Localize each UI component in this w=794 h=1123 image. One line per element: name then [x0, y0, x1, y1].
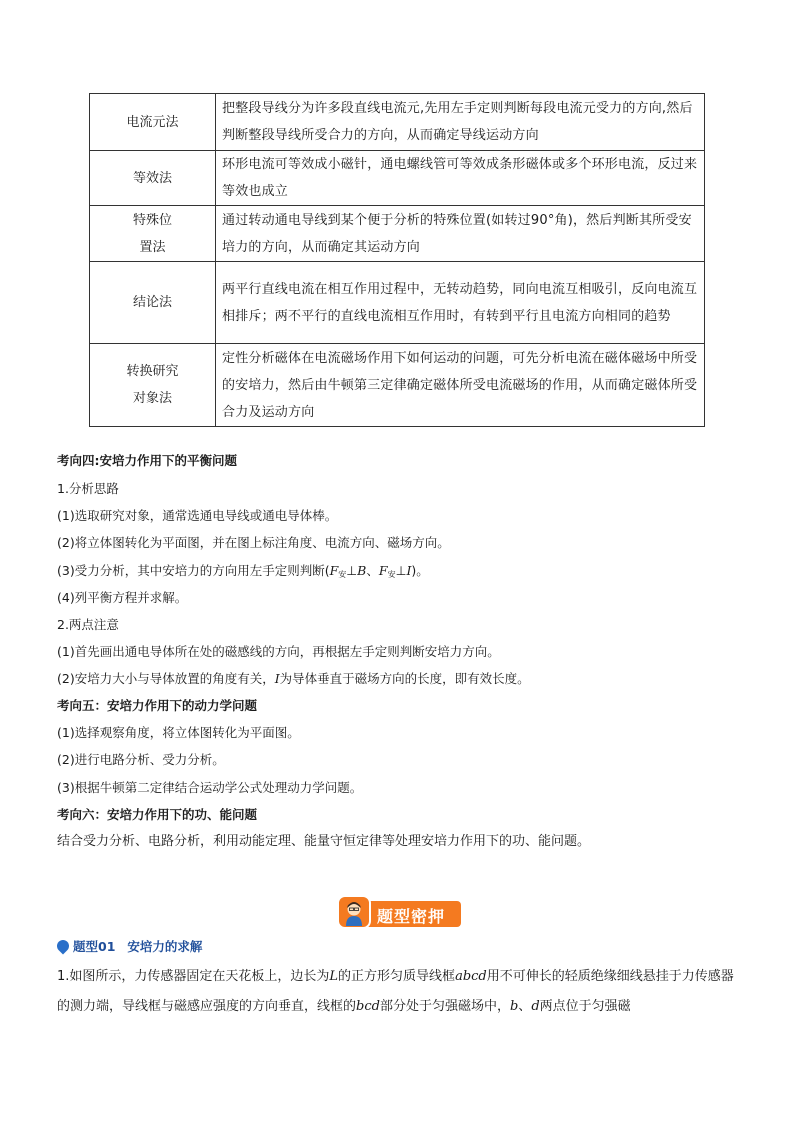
banner-title: 题型密押: [377, 907, 446, 926]
table-row: [90, 262, 705, 344]
table-row: [90, 151, 705, 206]
section4-step-4: (4)列平衡方程并求解。: [57, 590, 188, 605]
method-description: 定性分析磁体在电流磁场作用下如何运动的问题，可先分析电流在磁体磁场中所受的安培力，然后由牛顿第三定律确定磁体所受电流磁场的作用，从而确定磁体所受合力及运动方向: [216, 344, 705, 427]
section4-title: 考向四:安培力作用下的平衡问题: [57, 453, 237, 468]
teacher-icon: [337, 895, 371, 929]
table-row: [90, 206, 705, 262]
methods-table: [89, 93, 705, 427]
section4-step-1: (1)选取研究对象，通常选通电导线或通电导体棒。: [57, 508, 338, 523]
method-name: 结论法: [90, 262, 216, 344]
method-description: 环形电流可等效成小磁针，通电螺线管可等效成条形磁体或多个环形电流，反过来等效也成立: [216, 151, 705, 206]
section5-title: 考向五：安培力作用下的动力学问题: [57, 698, 258, 713]
method-name: 特殊位 置法: [90, 206, 216, 262]
section4-heading-2: 2.两点注意: [57, 617, 119, 632]
table-row: [90, 94, 705, 151]
location-pin-icon: [55, 938, 72, 955]
section-banner: [337, 895, 461, 929]
section4-step-2: (2)将立体图转化为平面图，并在图上标注角度、电流方向、磁场方向。: [57, 535, 450, 550]
method-description: 通过转动通电导线到某个便于分析的特殊位置(如转过90°角)，然后判断其所受安培力的方向，从而确定其运动方向: [216, 206, 705, 262]
section4-note-1: (1)首先画出通电导体所在处的磁感线的方向，再根据左手定则判断安培力方向。: [57, 644, 500, 659]
method-name: 电流元法: [90, 94, 216, 151]
table-row: [90, 344, 705, 427]
section6-title: 考向六：安培力作用下的功、能问题: [57, 807, 258, 822]
question-1: 1.如图所示，力传感器固定在天花板上，边长为L的正方形匀质导线框abcd用不可伸长的轻质绝缘细线悬挂于力传感器的测力端，导线框与磁感应强度的方向垂直，线框的bcd部分处于匀强磁场中，b、d两点位于匀强磁: [57, 969, 734, 1014]
method-description: 两平行直线电流在相互作用过程中，无转动趋势，同向电流互相吸引，反向电流互相排斥；两不平行的直线电流相互作用时，有转到平行且电流方向相同的趋势: [216, 262, 705, 344]
section5-step-2: (2)进行电路分析、受力分析。: [57, 752, 225, 767]
section5-step-3: (3)根据牛顿第二定律结合运动学公式处理动力学问题。: [57, 780, 363, 795]
tixing-title: 安培力的求解: [127, 939, 203, 954]
method-description: 把整段导线分为许多段直线电流元,先用左手定则判断每段电流元受力的方向,然后判断整段导线所受合力的方向，从而确定导线运动方向: [216, 94, 705, 151]
section6-text: 结合受力分析、电路分析，利用动能定理、能量守恒定律等处理安培力作用下的功、能问题。: [57, 834, 591, 849]
tixing-label: 题型01: [73, 939, 116, 954]
method-name: 转换研究 对象法: [90, 344, 216, 427]
tixing-heading: [57, 937, 202, 955]
method-name: 等效法: [90, 151, 216, 206]
section4-step-3: (3)受力分析，其中安培力的方向用左手定则判断($F_安\perp B$、$F_安\perp I$)。: [57, 563, 429, 579]
section5-step-1: (1)选择观察角度，将立体图转化为平面图。: [57, 725, 300, 740]
section4-note-2: (2)安培力大小与导体放置的角度有关，I为导体垂直于磁场方向的长度，即有效长度。: [57, 671, 530, 686]
section4-heading-1: 1.分析思路: [57, 481, 119, 496]
